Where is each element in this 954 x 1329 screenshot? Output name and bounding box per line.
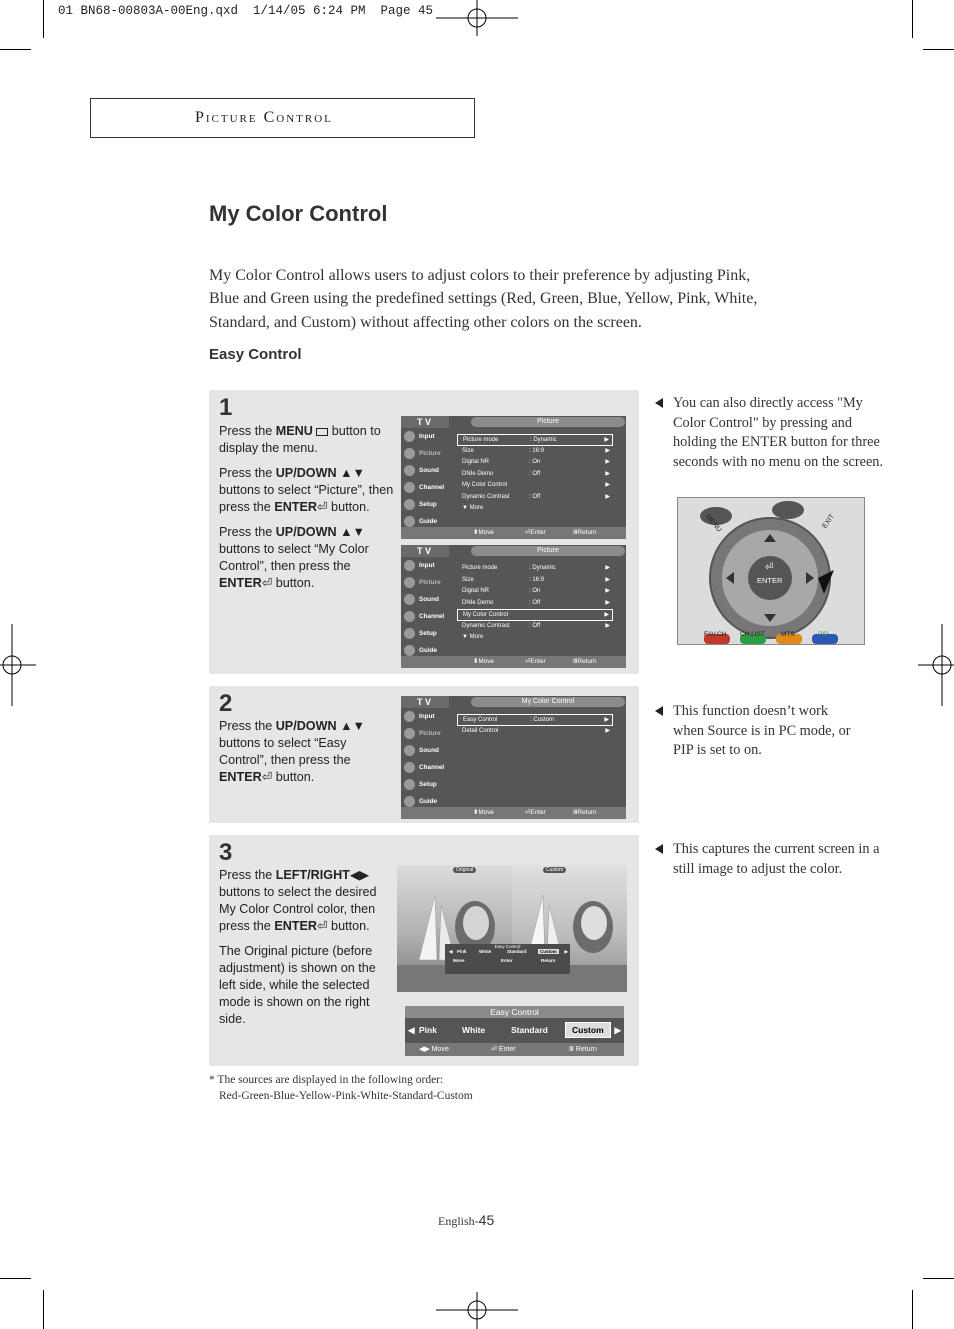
osd-side-channel: Channel [401, 759, 451, 776]
arrow-right-icon: ▶ [605, 599, 610, 606]
osd-side-sound: Sound [401, 742, 451, 759]
remote-chlist-label: CH.LIST [740, 631, 765, 638]
menu-icon [316, 428, 328, 436]
osd-side-sound: Sound [401, 591, 451, 608]
original-label: Original [453, 867, 476, 873]
intro-paragraph: My Color Control allows users to adjust colors to their preference by adjusting Pink, Blue and Green using the predefined settings (Red, Green, Blue, Yellow, Pink, White, Standard, and Custom) without affecting other colors on the screen. [209, 267, 758, 331]
mini-footer: Move Enter Return [453, 958, 556, 963]
osd-rows [457, 714, 613, 737]
enter-icon: ⏎ [317, 500, 328, 514]
footnote-line-1: * The sources are displayed in the following order: [209, 1074, 444, 1086]
arrow-down-icon: ▼ [462, 634, 468, 640]
mini-easy-control-title: Easy Control [494, 944, 521, 949]
crop-mark [0, 49, 31, 50]
arrow-down-icon: ▼ [462, 505, 468, 511]
osd-side-input: Input [401, 557, 451, 574]
osd-side-guide: Guide [401, 513, 451, 530]
step-number: 2 [219, 690, 233, 717]
enter-icon: ⏎ [261, 576, 273, 590]
osd-footer-enter: ⏎ Enter [525, 529, 546, 536]
section-header: Picture Control [90, 98, 475, 138]
arrow-right-icon: ▶ [605, 727, 610, 734]
osd-footer-enter: ⏎ Enter [525, 809, 546, 816]
osd-sidebar [401, 708, 451, 810]
note-arrow-icon [655, 398, 663, 408]
osd-side-input: Input [401, 428, 451, 445]
registration-mark-bottom [436, 1292, 518, 1329]
osd-row-dnie-demo: DNIe Demo : Off ▶ [457, 598, 613, 610]
footnote [209, 1073, 473, 1104]
step-1-para-1: Press the MENU button to display the menu. [219, 424, 381, 455]
subheading-easy-control: Easy Control [209, 346, 302, 363]
osd-footer [401, 807, 626, 819]
osd-side-channel: Channel [401, 479, 451, 496]
arrow-right-icon: ▶ [605, 588, 610, 594]
osd-row-dnie-demo: DNIe Demo : Off ▶ [457, 469, 613, 481]
osd-menu-title: My Color Control [471, 697, 625, 707]
osd-footer-return: Ⅲ Return [573, 809, 597, 816]
osd-footer [401, 656, 626, 668]
osd-row-digital-nr: Digital NR : On ▶ [457, 586, 613, 598]
osd-side-setup: Setup [401, 625, 451, 642]
arrow-left-icon: ◀ [449, 949, 453, 954]
osd-side-input: Input [401, 708, 451, 725]
arrow-right-icon: ▶ [604, 612, 609, 618]
note-arrow-icon [655, 706, 663, 716]
osd-footer-move: ⬍ Move [473, 529, 494, 536]
remote-menu-label: MENU [704, 513, 723, 534]
step-2-panel [209, 686, 639, 823]
option-white: White [462, 1025, 486, 1035]
step-1-para-2: Press the UP/DOWN ▲▼ buttons to select “Picture”, then press the ENTER⏎ button. [219, 466, 394, 514]
osd-footer-move: ⬍ Move [473, 658, 494, 665]
registration-mark-left [0, 624, 36, 706]
crop-mark [43, 0, 44, 38]
osd-row-easy-control: Easy Control : Custom ▶ [457, 714, 613, 726]
remote-exit-label: EXIT [821, 513, 837, 530]
registration-mark-top [436, 0, 518, 36]
arrow-right-icon: ▶ [614, 1025, 621, 1035]
crop-mark [923, 1278, 954, 1279]
step-1-panel [209, 390, 639, 674]
step-2-para-1: Press the UP/DOWN ▲▼ buttons to select “Easy Control”, then press the ENTER⏎ button. [219, 719, 366, 784]
osd-side-picture: Picture [401, 725, 451, 742]
osd-side-channel: Channel [401, 608, 451, 625]
osd-tv-label: T V [401, 696, 449, 708]
easy-control-title: Easy Control [405, 1006, 624, 1018]
note-direct-access: You can also directly access "My Color Control" by pressing and holding the ENTER button for three seconds with no menu on the screen. [655, 394, 890, 472]
osd-row-picture-mode: Picture mode : Dynamic ▶ [457, 434, 613, 446]
note-arrow-icon [655, 844, 663, 854]
osd-rows [457, 434, 613, 515]
option-pink: Pink [419, 1025, 437, 1035]
easy-control-footer [405, 1043, 624, 1056]
osd-row-my-color-control: My Color Control ▶ [457, 609, 613, 621]
remote-favch-label: FAV.CH [704, 631, 727, 638]
step-3-panel [209, 835, 639, 1066]
remote-mts-label: MTS [781, 631, 795, 638]
step-3-text [219, 867, 394, 1036]
option-custom: Custom [565, 1022, 611, 1038]
osd-menu-title: Picture [471, 417, 625, 427]
osd-side-setup: Setup [401, 496, 451, 513]
osd-menu-title: Picture [471, 546, 625, 556]
crop-mark [0, 1278, 31, 1279]
osd-row-dynamic-contrast: Dynamic Contrast : Off ▶ [457, 621, 613, 633]
page-title: My Color Control [209, 201, 388, 226]
osd-side-picture: Picture [401, 574, 451, 591]
osd-footer-return: Ⅲ Return [573, 658, 597, 665]
osd-my-color-control-menu [401, 696, 626, 819]
osd-picture-menu [401, 416, 626, 539]
osd-row-picture-mode: Picture mode : Dynamic ▶ [457, 563, 613, 575]
step-3-para-1: Press the LEFT/RIGHT◀▶ buttons to select the desired My Color Control color, then press the ENTER⏎ button. [219, 868, 377, 933]
enter-icon: ⏎ [317, 919, 328, 933]
osd-footer-enter: ⏎ Enter [525, 658, 546, 665]
osd-row-dynamic-contrast: Dynamic Contrast : Off ▶ [457, 492, 613, 504]
registration-mark-right [918, 624, 954, 706]
crop-mark [912, 1290, 913, 1329]
osd-row-size: Size : 16:9 ▶ [457, 446, 613, 458]
osd-rows [457, 563, 613, 644]
osd-row-more: ▼ More [462, 634, 484, 640]
step-2-text [219, 718, 394, 794]
osd-footer-move: ⬍ Move [473, 809, 494, 816]
osd-footer-return: Ⅲ Return [573, 529, 597, 536]
osd-row-size: Size : 16:9 ▶ [457, 575, 613, 587]
remote-pip-label: PIP [818, 631, 829, 638]
osd-sidebar [401, 428, 451, 530]
osd-footer-enter: ⏎ Enter [491, 1046, 516, 1053]
arrow-right-icon: ▶ [605, 447, 610, 454]
print-slug: 01 BN68-00803A-00Eng.qxd 1/14/05 6:24 PM Page 45 [58, 4, 434, 18]
enter-icon: ⏎ [261, 770, 273, 784]
remote-enter-icon: ⏎ [765, 562, 774, 573]
step-3-para-2: The Original picture (before adjustment) is shown on the left side, while the selected mode is shown on the right side. [219, 944, 376, 1026]
option-standard: Standard [511, 1025, 548, 1035]
note-pc-mode: This function doesn’t work when Source is in PC mode, or PIP is set to on. [655, 702, 890, 761]
step-number: 3 [219, 839, 233, 866]
up-down-icon: ▲▼ [340, 525, 366, 539]
arrow-right-icon: ▶ [605, 459, 610, 465]
osd-picture-menu-my-color-selected [401, 545, 626, 668]
osd-tv-label: T V [401, 416, 449, 428]
arrow-right-icon: ▶ [604, 437, 609, 443]
osd-footer [401, 527, 626, 539]
osd-side-guide: Guide [401, 642, 451, 659]
crop-mark [43, 1290, 44, 1329]
arrow-right-icon: ▶ [605, 470, 610, 477]
osd-row-more: ▼ More [462, 505, 484, 511]
page-number: English-45 [438, 1212, 495, 1228]
step-number: 1 [219, 394, 233, 421]
crop-mark [912, 0, 913, 38]
split-screen-image [397, 865, 627, 992]
remote-enter-label[interactable]: ENTER [757, 576, 783, 585]
osd-sidebar [401, 557, 451, 659]
easy-control-bar [405, 1006, 624, 1056]
arrow-right-icon: ▶ [604, 717, 609, 723]
footnote-line-2: Red-Green-Blue-Yellow-Pink-White-Standard-Custom [219, 1089, 473, 1102]
arrow-right-icon: ▶ [605, 622, 610, 629]
arrow-right-icon: ▶ [564, 949, 568, 954]
arrow-right-icon: ▶ [605, 493, 610, 500]
osd-row-detail-control: Detail Control ▶ [457, 726, 613, 738]
up-down-icon: ▲▼ [340, 719, 366, 733]
arrow-right-icon: ▶ [605, 482, 610, 488]
osd-footer-return: Ⅲ Return [569, 1046, 597, 1053]
osd-footer-move: ◀▶ Move [419, 1046, 449, 1053]
crop-mark [923, 49, 954, 50]
osd-row-my-color-control: My Color Control ▶ [457, 480, 613, 492]
left-right-icon: ◀▶ [349, 868, 370, 882]
remote-illustration [677, 497, 865, 645]
easy-control-options [405, 1020, 624, 1040]
osd-side-setup: Setup [401, 776, 451, 793]
arrow-left-icon: ◀ [408, 1025, 415, 1035]
osd-side-sound: Sound [401, 462, 451, 479]
osd-side-picture: Picture [401, 445, 451, 462]
step-1-text [219, 423, 394, 600]
step-1-para-3: Press the UP/DOWN ▲▼ buttons to select “My Color Control”, then press the ENTER⏎ button. [219, 525, 369, 590]
osd-row-digital-nr: Digital NR : On ▶ [457, 457, 613, 469]
arrow-right-icon: ▶ [605, 565, 610, 571]
osd-tv-label: T V [401, 545, 449, 557]
mini-options: ◀ Pink White Standard Custom ▶ [449, 949, 568, 954]
mini-easy-control-bar [445, 944, 570, 974]
arrow-right-icon: ▶ [605, 576, 610, 583]
custom-label: Custom [543, 867, 566, 873]
up-down-icon: ▲▼ [340, 466, 366, 480]
note-still-image: This captures the current screen in a still image to adjust the color. [655, 840, 890, 879]
osd-side-guide: Guide [401, 793, 451, 810]
